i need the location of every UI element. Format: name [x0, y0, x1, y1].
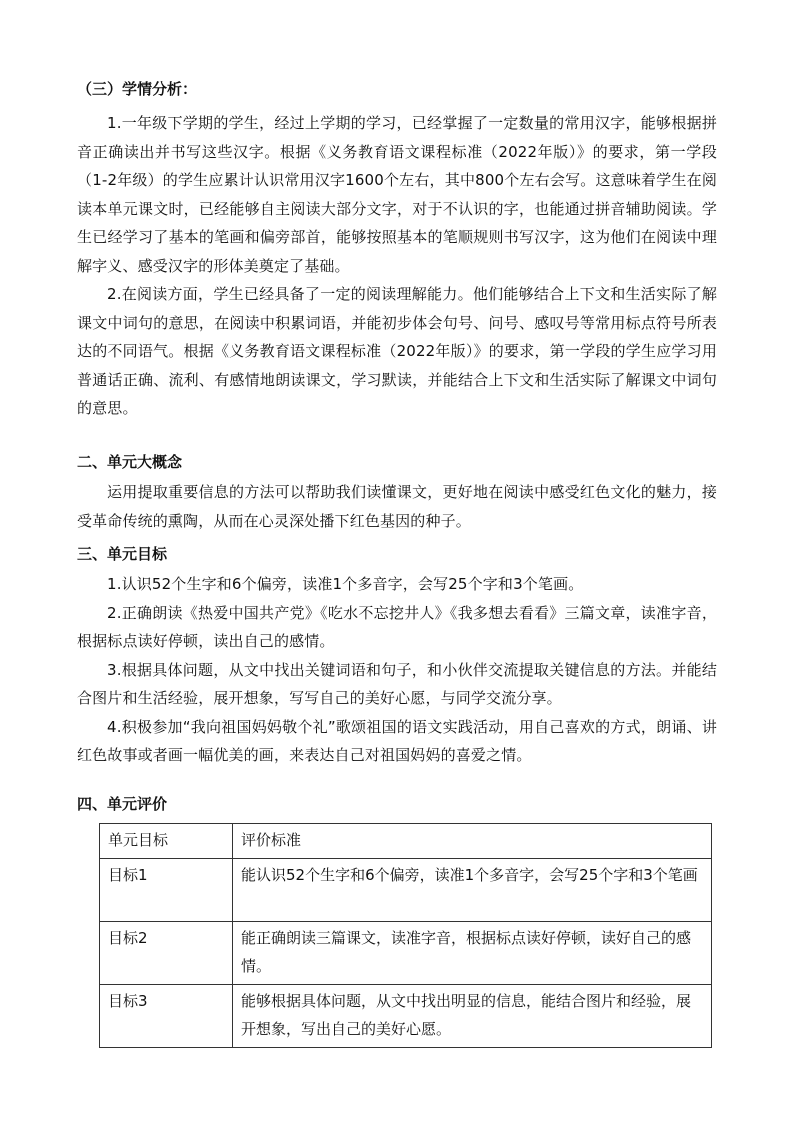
table-cell: 能正确朗读三篇课文，读准字音，根据标点读好停顿，读好自己的感情。	[233, 922, 712, 985]
evaluation-table	[99, 823, 712, 1048]
big-concept-body	[77, 478, 717, 535]
table-header-cell: 评价标准	[233, 824, 712, 859]
table-row	[100, 859, 712, 922]
paragraph: 3.根据具体问题，从文中找出关键词语和句子，和小伙伴交流提取关键信息的方法。并能结合图片和生活经验，展开想象，写写自己的美好心愿，与同学交流分享。	[77, 660, 717, 707]
table-row	[100, 922, 712, 985]
learning-analysis-body	[77, 109, 717, 423]
paragraph: 2.在阅读方面，学生已经具备了一定的阅读理解能力。他们能够结合上下文和生活实际了解课文中词句的意思，在阅读中积累词语，并能初步体会句号、问号、感叹号等常用标点符号所表达的不同语气。根据《义务教育语文课程标准（2022年版）》的要求，第一学段的学生应学习用普通话正确、流利、有感情地朗读课文，学习默读，并能结合上下文和生活实际了解课文中词句的意思。	[77, 285, 717, 417]
table-cell: 目标1	[100, 859, 233, 922]
table-cell: 能够根据具体问题，从文中找出明显的信息，能结合图片和经验，展开想象，写出自己的美好心愿。	[233, 985, 712, 1048]
table-cell: 目标2	[100, 922, 233, 985]
table-cell: 能认识52个生字和6个偏旁，读准1个多音字，会写25个字和3个笔画	[233, 859, 712, 922]
section-title-unit-goals: 三、单元目标	[77, 545, 168, 563]
table-row	[100, 985, 712, 1048]
table-header-cell: 单元目标	[100, 824, 233, 859]
table-header-row	[100, 824, 712, 859]
paragraph: 1.一年级下学期的学生，经过上学期的学习，已经掌握了一定数量的常用汉字，能够根据拼音正确读出并书写这些汉字。根据《义务教育语文课程标准（2022年版）》的要求，第一学段（1-2年级）的学生应累计认识常用汉字1600个左右，其中800个左右会写。这意味着学生在阅读本单元课文时，已经能够自主阅读大部分文字，对于不认识的字，也能通过拼音辅助阅读。学生已经学习了基本的笔画和偏旁部首，能够按照基本的笔顺规则书写汉字，这为他们在阅读中理解字义、感受汉字的形体美奠定了基础。	[77, 114, 717, 275]
section-title-big-concept: 二、单元大概念	[77, 453, 183, 471]
paragraph: 运用提取重要信息的方法可以帮助我们读懂课文，更好地在阅读中感受红色文化的魅力，接受革命传统的熏陶，从而在心灵深处播下红色基因的种子。	[77, 483, 717, 530]
section-title-unit-evaluation: 四、单元评价	[77, 795, 168, 813]
table-cell: 目标3	[100, 985, 233, 1048]
section-title-learning-analysis: （三）学情分析：	[77, 80, 198, 98]
paragraph: 1.认识52个生字和6个偏旁，读准1个多音字，会写25个字和3个笔画。	[107, 575, 584, 593]
paragraph: 4.积极参加“我向祖国妈妈敬个礼”歌颂祖国的语文实践活动，用自己喜欢的方式，朗诵、讲红色故事或者画一幅优美的画，来表达自己对祖国妈妈的喜爱之情。	[77, 717, 717, 764]
paragraph: 2.正确朗读《热爱中国共产党》《吃水不忘挖井人》《我多想去看看》三篇文章，读准字音，根据标点读好停顿，读出自己的感情。	[77, 603, 717, 650]
unit-goals-body	[77, 570, 717, 770]
